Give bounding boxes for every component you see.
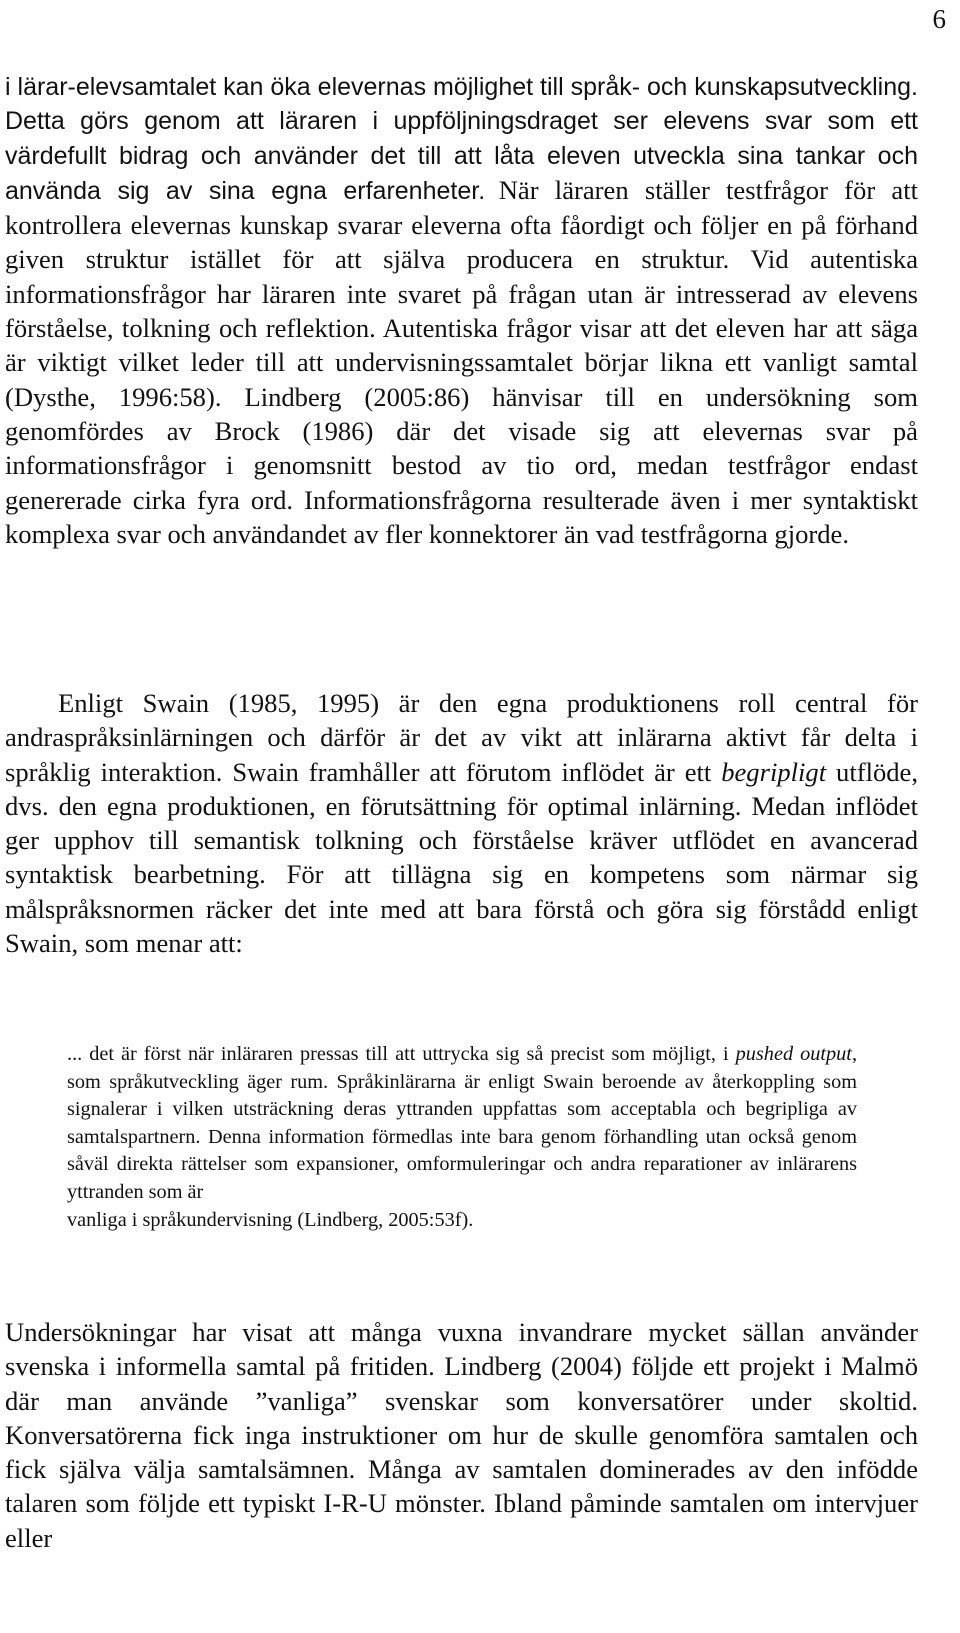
page-number: 6 xyxy=(932,4,946,34)
intro-serif-text: När läraren ställer testfrågor för att kontrollera elevernas kunskap svarar eleverna ofta fåordigt och följer en på förhand given struktur istället för att själva producera en struktur. Vid autentiska informationsfrågor har läraren inte svaret på frågan utan är intresserad av elevens förståelse, tolkning och reflektion. Autentiska frågor visar att det eleven har att säga är viktigt vilket leder till att undervisningssamtalet börjar likna ett vanligt samtal (Dysthe, 1996:58). Lindberg (2005:86) hänvisar till en undersökning som genomfördes av Brock (1986) där det visade sig att elevernas svar på informationsfrågor i genomsnitt bestod av tio ord, medan testfrågor endast genererade cirka fyra ord. Informationsfrågorna resulterade även i mer syntaktiskt komplexa svar och användandet av fler konnektorer än vad testfrågorna gjorde. xyxy=(5,174,918,549)
swain-text-part2: utflöde, dvs. den egna produktionen, en förutsättning för optimal inlärning. Medan inflödet ger upphov till semantisk tolkning och förståelse kräver utflödet en avancerad syntaktisk bearbetning. För att tillägna sig en kompetens som närmar sig målspråksnormen räcker det inte med att bara förstå och göra sig förstådd enligt Swain, som menar att: xyxy=(5,756,918,959)
swain-italic-term: begripligt xyxy=(721,756,827,787)
block-quote xyxy=(67,1041,857,1234)
final-text: Undersökningar har visat att många vuxna invandrare mycket sällan använder svenska i informella samtal på fritiden. Lindberg (2004) följde ett projekt i Malmö där man använde ”vanliga” svenskar som konversatörer under skoltid. Konversatörerna fick inga instruktioner om hur de skulle genomföra samtalen och fick själva välja samtalsämnen. Många av samtalen dominerades av den infödde talaren som följde ett typiskt I-R-U mönster. Ibland påminde samtalen om intervjuer eller xyxy=(5,1317,918,1553)
quote-text-part1: ... det är först när inläraren pressas till att uttrycka sig så precist som möjligt, i xyxy=(67,1043,736,1065)
paragraph-swain xyxy=(5,686,918,960)
quote-last-line: vanliga i språkundervisning (Lindberg, 2005:53f). xyxy=(67,1208,474,1231)
paragraph-intro xyxy=(5,70,918,551)
quote-italic-term: pushed output xyxy=(735,1043,852,1065)
intro-sans-text: i lärar-elevsamtalet kan öka elevernas möjlighet till språk- och kunskapsutveckling. Detta görs genom att läraren i uppföljningsdraget ser elevens svar som ett värdefullt bidrag och använder det till att låta eleven utveckla sina tankar och använda sig av sina egna erfarenheter. xyxy=(5,73,918,205)
swain-text-part1: Enligt Swain (1985, 1995) är den egna produktionens roll central för andraspråksinlärningen och därför är det av vikt att inlärarna aktivt får delta i språklig interaktion. Swain framhåller att förutom inflödet är ett xyxy=(5,688,918,787)
quote-text-part2: , som språkutveckling äger rum. Språkinlärarna är enligt Swain beroende av återkoppling som signalerar i vilken utsträckning deras yttranden uppfattas som acceptabla och begripliga av samtalspartnern. Denna information förmedlas inte bara genom förhandling utan också genom såväl direkta rättelser som expansioner, omformuleringar och andra reparationer av inlärarens yttranden som är xyxy=(67,1043,858,1203)
paragraph-final xyxy=(5,1315,918,1555)
